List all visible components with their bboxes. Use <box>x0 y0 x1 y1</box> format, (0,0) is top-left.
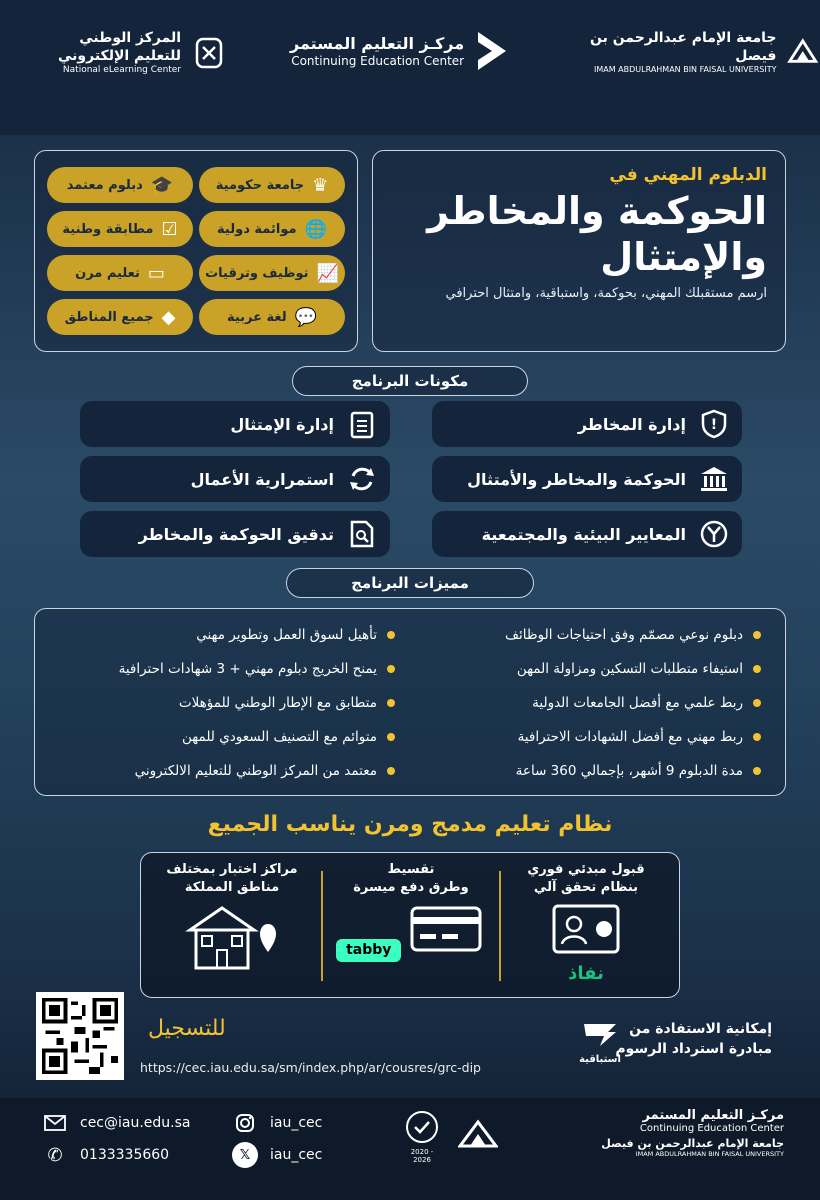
footer-iau-en: IMAM ABDULRAHMAN BIN FAISAL UNIVERSITY <box>635 1150 784 1158</box>
feature-item: متطابق مع الإطار الوطني للمؤهلات <box>179 695 395 711</box>
hero-description: ارسم مستقبلك المهني، بحوكمة، واستباقية، وامتثال احترافي <box>445 286 767 302</box>
component-label: تدقيق الحوكمة والمخاطر <box>138 524 334 544</box>
cec-name-ar: مركـز التعليم المستمر <box>290 34 465 53</box>
nelc-name-ar-2: للتعليم الإلكتروني <box>58 47 182 64</box>
component-grc-audit <box>80 511 390 557</box>
iau-logo <box>560 30 820 74</box>
column-line: وطرق دفع ميسرة <box>353 879 469 895</box>
iau-emblem-icon <box>786 34 820 70</box>
speech-bubble-icon: 💬 <box>294 306 318 328</box>
registration-label: للتسجيل <box>148 1016 226 1041</box>
component-esg-standards <box>432 511 742 557</box>
column-divider <box>499 871 501 981</box>
badge-government-university <box>199 167 345 203</box>
cec-logo <box>290 30 510 72</box>
x-handle: iau_cec <box>270 1147 323 1163</box>
hero-title-line2: والإمتثال <box>600 234 767 279</box>
badge-label: تعليم مرن <box>75 265 140 281</box>
badge-national-compliance <box>47 211 193 247</box>
hero-title-line1: الحوكمة والمخاطر <box>427 189 767 233</box>
registration-qr-code[interactable] <box>36 992 124 1080</box>
growth-chart-icon: 📈 <box>316 262 339 284</box>
nelc-logo <box>58 30 227 75</box>
building-location-icon <box>182 902 282 972</box>
badges-panel <box>34 150 358 352</box>
cycle-icon <box>346 463 378 495</box>
footer-logos <box>601 1108 784 1158</box>
test-centers-column <box>147 861 317 978</box>
standards-icon <box>698 518 730 550</box>
feature-item: مدة الدبلوم 9 أشهر، بإجمالي 360 ساعة <box>516 763 761 779</box>
component-risk-management <box>432 401 742 447</box>
features-heading: مميزات البرنامج <box>286 568 534 598</box>
column-line: بنظام تحقق آلي <box>533 879 639 895</box>
column-divider <box>321 871 323 981</box>
iau-name-en: IMAM ABDULRAHMAN BIN FAISAL UNIVERSITY <box>593 65 777 74</box>
nelc-name-en: National eLearning Center <box>62 65 182 75</box>
component-label: إدارة الإمتثال <box>230 414 334 434</box>
iau-footer-mark <box>458 1118 498 1154</box>
phone-icon: ✆ <box>47 1144 63 1166</box>
feature-item: ربط علمي مع أفضل الجامعات الدولية <box>532 695 761 711</box>
feature-item: دبلوم نوعي مصمّم وفق احتياجات الوظائف <box>505 627 761 643</box>
email-text: cec@iau.edu.sa <box>80 1115 191 1131</box>
envelope-icon <box>42 1110 68 1136</box>
component-label: إدارة المخاطر <box>577 414 686 434</box>
column-line: مراكز اختبار بمختلف <box>166 862 298 877</box>
components-heading: مكونات البرنامج <box>292 366 528 396</box>
clipboard-icon <box>346 408 378 440</box>
feature-item: معتمد من المركز الوطني للتعليم الالكتروني <box>135 763 395 779</box>
component-grc <box>432 456 742 502</box>
instagram-handle: iau_cec <box>270 1115 323 1131</box>
footer-cec-ar: مركـز التعليم المستمر <box>642 1108 784 1123</box>
blended-learning-title: نظام تعليم مدمج ومرن يناسب الجميع <box>207 812 613 837</box>
feature-item: ربط مهني مع أفضل الشهادات الاحترافية <box>518 729 761 745</box>
institution-icon <box>698 463 730 495</box>
badge-label: لغة عربية <box>226 309 287 325</box>
hero-panel <box>372 150 786 352</box>
istibaqiya-mark-icon <box>580 1018 620 1050</box>
accreditation-years: 2020 - 2026 <box>410 1148 434 1164</box>
badge-label: جميع المناطق <box>64 309 154 325</box>
instant-acceptance-column <box>501 861 671 986</box>
phone-text: 0133335660 <box>80 1147 170 1163</box>
checklist-icon: ☑ <box>161 218 178 240</box>
refund-line: إمكانية الاستفادة من <box>629 1021 772 1037</box>
id-card-icon <box>550 902 622 958</box>
iau-name-ar: جامعة الإمام عبدالرحمن بن فيصل <box>589 30 777 64</box>
svg-text:!: ! <box>710 417 718 433</box>
component-label: المعايير البيئية والمجتمعية <box>481 524 686 544</box>
cec-name-en: Continuing Education Center <box>291 54 465 68</box>
badge-label: جامعة حكومية <box>215 177 305 193</box>
email-contact[interactable] <box>42 1110 191 1136</box>
component-compliance-management <box>80 401 390 447</box>
iau-emblem-icon <box>458 1118 498 1150</box>
feature-item: تأهيل لسوق العمل وتطوير مهني <box>196 627 395 643</box>
installments-column <box>326 861 496 962</box>
map-icon: ◆ <box>161 306 176 328</box>
badge-arabic-language <box>199 299 345 335</box>
badge-accredited-diploma <box>47 167 193 203</box>
credit-card-icon <box>406 904 486 954</box>
blended-learning-panel <box>140 852 680 998</box>
component-label: استمرارية الأعمال <box>190 469 334 489</box>
badge-label: دبلوم معتمد <box>66 177 143 193</box>
accreditation-seal <box>402 1110 442 1164</box>
phone-contact[interactable] <box>42 1142 169 1168</box>
feature-item: متوائم مع التصنيف السعودي للمهن <box>182 729 395 745</box>
badge-all-regions <box>47 299 193 335</box>
x-icon: 𝕏 <box>232 1142 258 1168</box>
badge-label: مطابقة وطنية <box>62 221 154 237</box>
feature-item: يمنح الخريج دبلوم مهني + 3 شهادات احترافية <box>119 661 395 677</box>
instagram-contact[interactable] <box>232 1110 322 1136</box>
audit-document-icon <box>346 518 378 550</box>
emblem-icon: ♛ <box>312 174 329 196</box>
column-line: تقسيط <box>387 862 435 877</box>
monitor-icon: ▭ <box>147 262 165 284</box>
globe-icon: 🌐 <box>304 218 327 240</box>
registration-link[interactable]: https://cec.iau.edu.sa/sm/index.php/ar/cousres/grc-dip <box>140 1060 481 1075</box>
refund-line: مبادرة استرداد الرسوم <box>615 1040 772 1057</box>
features-panel <box>34 608 786 796</box>
nelc-emblem-icon <box>191 35 227 71</box>
fee-refund-note <box>615 1020 772 1059</box>
badge-label: توظيف وترقيات <box>205 265 309 281</box>
component-business-continuity <box>80 456 390 502</box>
footer-cec-en: Continuing Education Center <box>639 1123 784 1134</box>
column-line: قبول مبدئي فوري <box>527 862 645 877</box>
graduation-cap-icon: 🎓 <box>150 174 174 196</box>
badge-label: موائمة دولية <box>217 221 297 237</box>
accreditation-seal-icon <box>405 1110 439 1144</box>
badge-international-alignment <box>199 211 345 247</box>
badge-employment-promotion <box>199 255 345 291</box>
nafath-logo: نفاذ <box>568 962 604 984</box>
feature-item: استيفاء متطلبات التسكين ومزاولة المهن <box>517 661 761 677</box>
cec-chevron-icon <box>474 30 510 72</box>
qr-code-icon <box>42 998 118 1074</box>
tabby-logo: tabby <box>336 939 401 962</box>
x-contact[interactable] <box>232 1142 322 1168</box>
component-label: الحوكمة والمخاطر والأمتثال <box>467 469 686 489</box>
shield-alert-icon <box>698 408 730 440</box>
instagram-icon <box>232 1110 258 1136</box>
footer-iau-ar: جامعة الإمام عبدالرحمن بن فيصل <box>601 1137 784 1150</box>
istibaqiya-label: استباقية <box>579 1054 621 1065</box>
column-line: مناطق المملكة <box>184 879 280 895</box>
nelc-name-ar-1: المركز الوطني <box>79 30 182 46</box>
hero-subtitle: الدبلوم المهني في <box>609 165 767 185</box>
badge-flexible-learning <box>47 255 193 291</box>
